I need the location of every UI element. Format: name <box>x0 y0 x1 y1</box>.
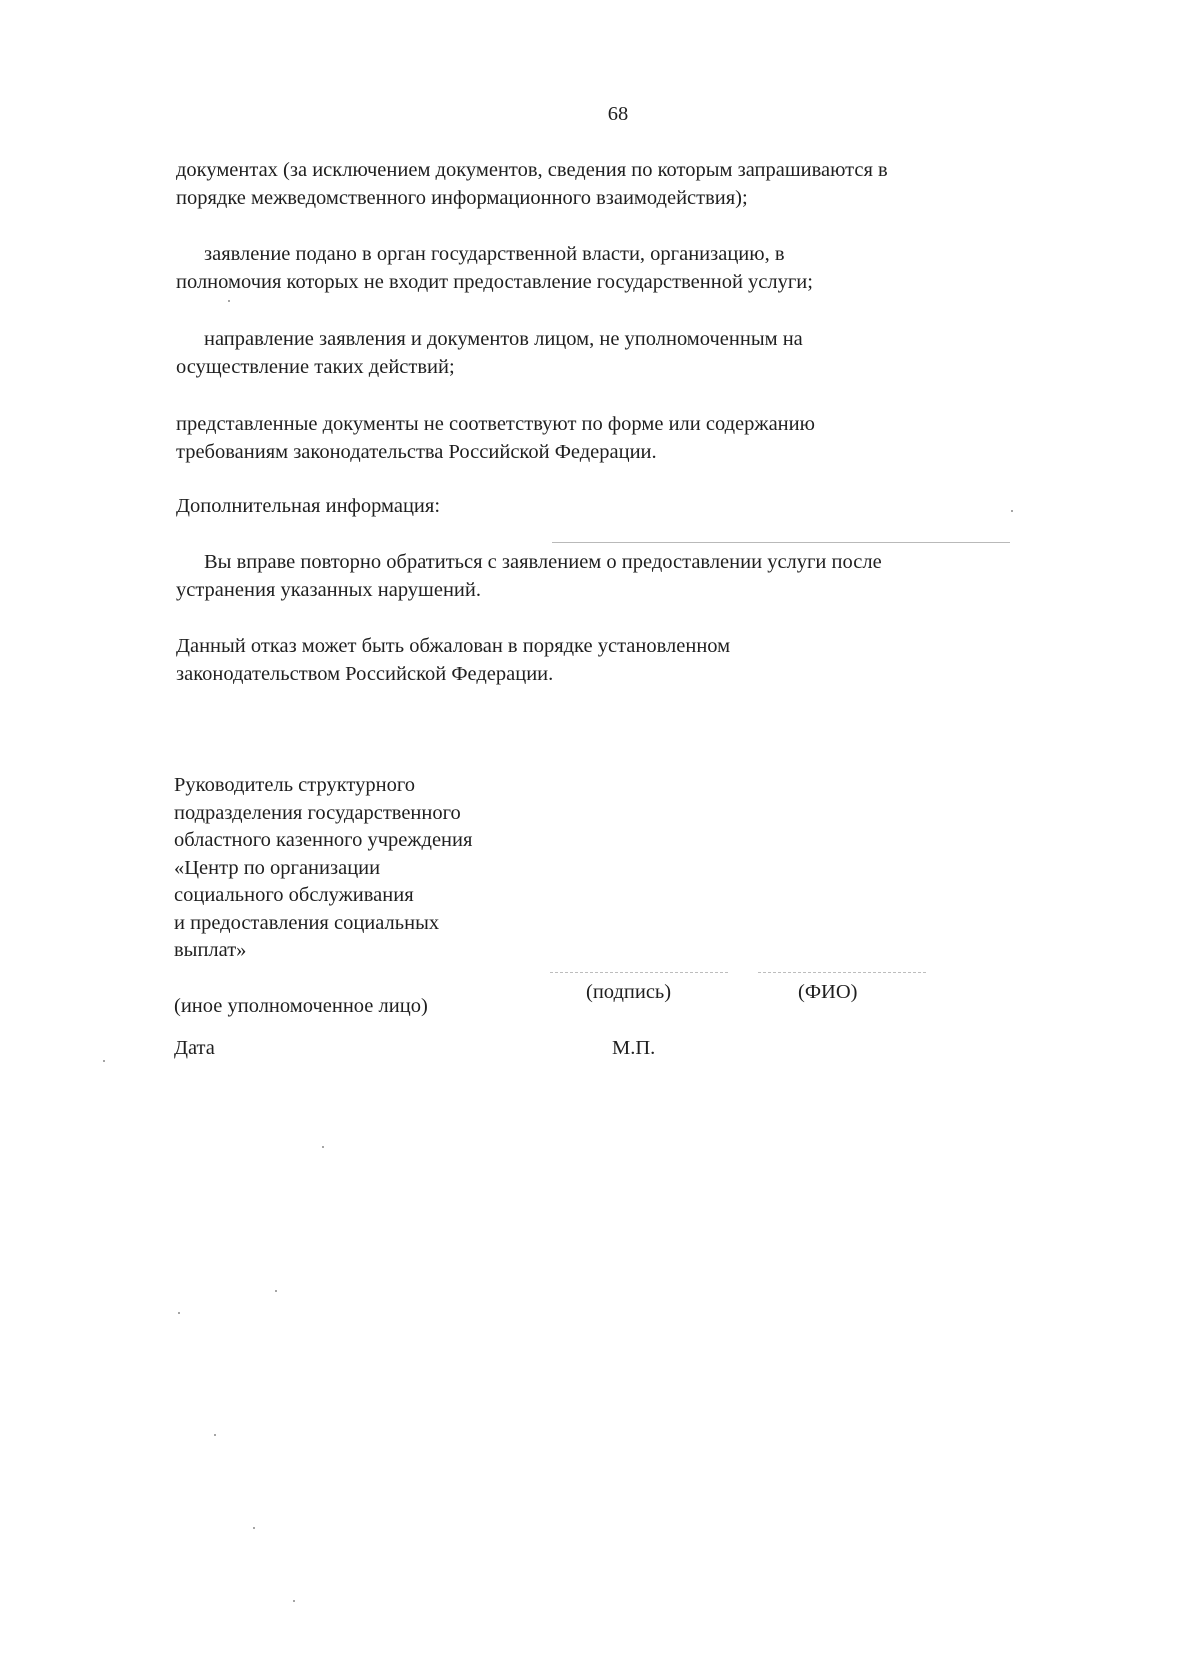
paragraph-4-line-2: требованиям законодательства Российской Федерации. <box>176 441 657 463</box>
signer-position-line: «Центр по организации <box>174 856 381 879</box>
scan-speck <box>322 1146 324 1148</box>
scan-speck <box>178 1312 180 1314</box>
page-number: 68 <box>607 103 629 125</box>
paragraph-2-line-2: полномочия которых не входит предоставление государственной услуги; <box>176 271 813 293</box>
paragraph-6-line-2: устранения указанных нарушений. <box>176 579 481 601</box>
signer-position-line: и предоставления социальных <box>174 911 440 934</box>
signer-position-line: подразделения государственного <box>174 801 461 824</box>
scan-speck <box>214 1434 216 1436</box>
seal-label: М.П. <box>612 1037 656 1059</box>
fio-caption: (ФИО) <box>798 981 858 1003</box>
fio-line <box>758 972 926 973</box>
signer-position-line: выплат» <box>174 939 247 961</box>
paragraph-3-line-1: направление заявления и документов лицом, не уполномоченным на <box>204 328 803 350</box>
paragraph-6-line-1: Вы вправе повторно обратиться с заявлением о предоставлении услуги после <box>204 551 882 573</box>
paragraph-1-line-1: документах (за исключением документов, сведения по которым запрашиваются в <box>176 159 888 181</box>
signature-caption: (подпись) <box>586 981 672 1003</box>
signer-position-line: социального обслуживания <box>174 884 414 906</box>
scan-speck <box>253 1527 255 1529</box>
paragraph-7-line-2: законодательством Российской Федерации. <box>176 663 554 685</box>
scan-speck <box>293 1600 295 1602</box>
scan-speck <box>228 300 230 302</box>
scan-speck <box>1011 510 1013 512</box>
paragraph-2-line-1: заявление подано в орган государственной власти, организацию, в <box>204 243 785 265</box>
scan-speck <box>103 1060 105 1062</box>
paragraph-3-line-2: осуществление таких действий; <box>176 356 455 378</box>
additional-info-label: Дополнительная информация: <box>176 495 441 517</box>
paragraph-7-line-1: Данный отказ может быть обжалован в порядке установленном <box>176 635 731 657</box>
signature-line <box>550 972 728 973</box>
additional-info-line <box>552 542 1010 543</box>
date-label: Дата <box>174 1037 215 1059</box>
signer-position-line: Руководитель структурного <box>174 774 415 796</box>
paragraph-4-line-1: представленные документы не соответствуют по форме или содержанию <box>176 413 815 435</box>
signer-position <box>174 772 472 965</box>
scan-speck <box>275 1290 277 1292</box>
alt-signer-label: (иное уполномоченное лицо) <box>174 995 428 1017</box>
signer-position-line: областного казенного учреждения <box>174 829 473 851</box>
paragraph-1-line-2: порядке межведомственного информационного взаимодействия); <box>176 187 748 209</box>
